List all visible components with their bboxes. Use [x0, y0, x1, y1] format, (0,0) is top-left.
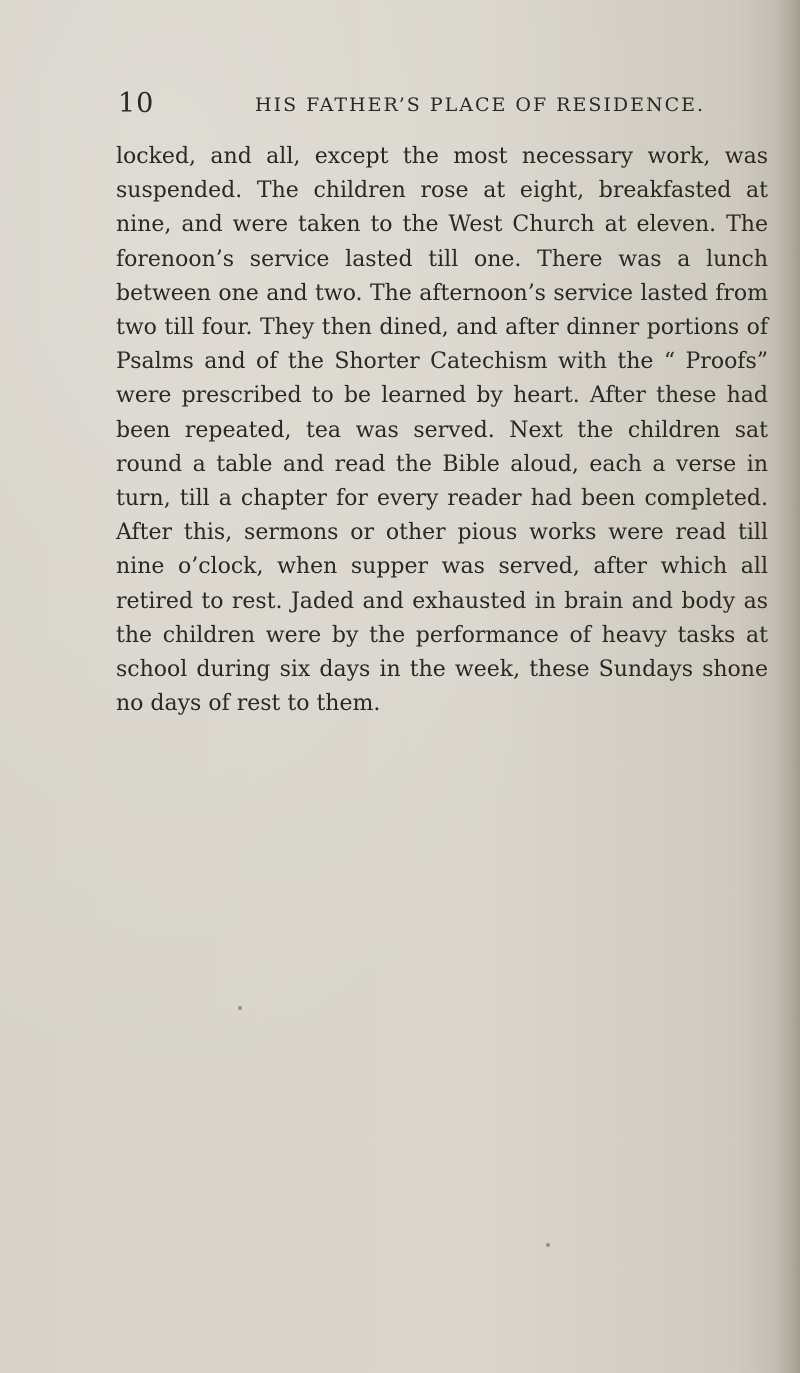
- page-header: [0, 88, 800, 128]
- paper-speck: [546, 1243, 550, 1247]
- paper-speck: [238, 1006, 242, 1010]
- running-title: HIS FATHER’S PLACE OF RESIDENCE.: [255, 94, 706, 116]
- page-number: 10: [118, 88, 155, 119]
- body-paragraph: locked, and all, except the most necessary work, was suspended. The children rose at eight, breakfasted at nine, and were taken to the West Church at eleven. The forenoon’s service lasted till one. There was a lunch between one and two. The afternoon’s service lasted from two till four. They then dined, and after dinner portions of Psalms and of the Shorter Catechism with the “ Proofs” were prescribed to be learned by heart. After these had been repeated, tea was served. Next the children sat round a table and read the Bible aloud, each a verse in turn, till a chapter for every reader had been completed. After this, sermons or other pious works were read till nine o’clock, when supper was served, after which all retired to rest. Jaded and exhausted in brain and body as the children were by the performance of heavy tasks at school during six days in the week, these Sundays shone no days of rest to them.: [116, 144, 768, 717]
- page-edge-shadow: [774, 0, 800, 1373]
